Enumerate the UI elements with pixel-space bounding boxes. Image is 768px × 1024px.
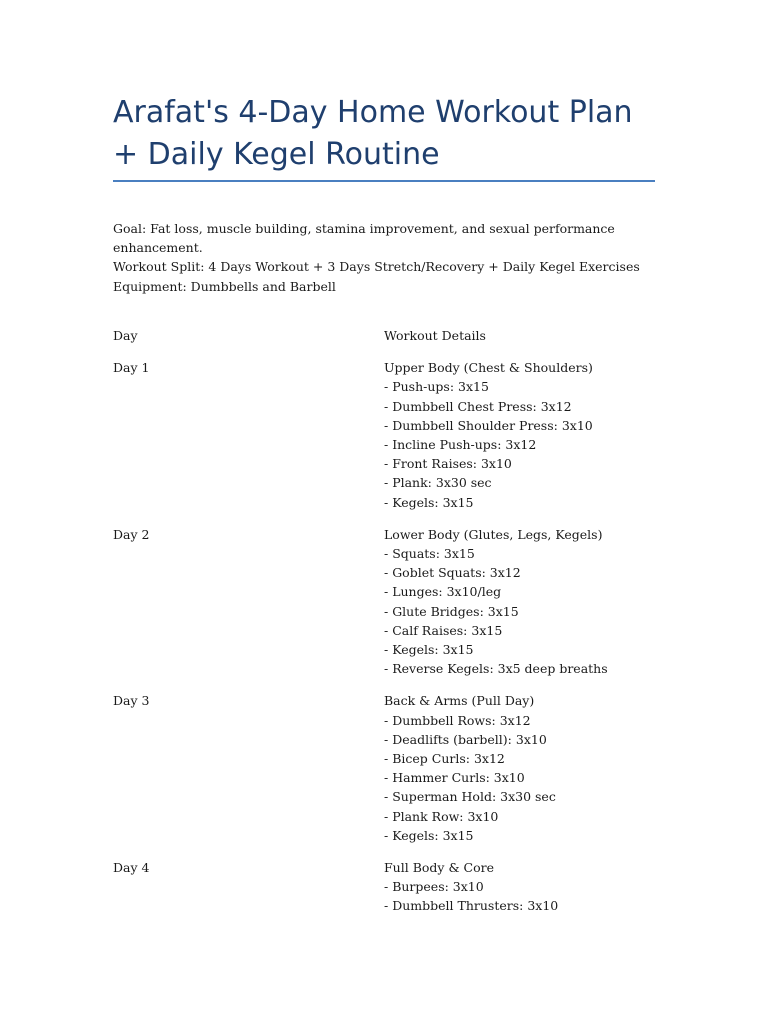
workout-details [384,358,673,512]
document-title: Arafat's 4-Day Home Workout Plan + Daily Kegel Routine [113,95,633,172]
exercise-item: - Hammer Curls: 3x10 [384,770,525,786]
equipment-text: Equipment: Dumbbells and Barbell [113,278,336,294]
day-label: Day 1 [113,360,150,376]
exercise-item: - Dumbbell Rows: 3x12 [384,712,531,728]
exercise-item: - Dumbbell Chest Press: 3x12 [384,398,572,414]
exercise-item: - Plank: 3x30 sec [384,475,492,491]
exercise-item: - Kegels: 3x15 [384,642,474,658]
workout-details [384,525,673,679]
workout-details [384,691,673,845]
exercise-item: - Squats: 3x15 [384,546,475,562]
exercise-item: - Kegels: 3x15 [384,494,474,510]
exercise-item: - Kegels: 3x15 [384,827,474,843]
day-label: Day 2 [113,526,150,542]
workout-focus: Lower Body (Glutes, Legs, Kegels) [384,526,603,542]
exercise-item: - Plank Row: 3x10 [384,808,499,824]
exercise-item: - Dumbbell Shoulder Press: 3x10 [384,417,593,433]
workout-split-text: Workout Split: 4 Days Workout + 3 Days Stretch/Recovery + Daily Kegel Exercises [113,259,640,275]
exercise-item: - Calf Raises: 3x15 [384,622,503,638]
day-label: Day 3 [113,693,150,709]
exercise-item: - Dumbbell Thrusters: 3x10 [384,898,559,914]
table-row [113,858,673,916]
workout-table [113,326,673,929]
day-label: Day 4 [113,860,150,876]
exercise-item: - Reverse Kegels: 3x5 deep breaths [384,661,608,677]
table-row [113,525,673,679]
intro-section [113,219,653,296]
workout-focus: Upper Body (Chest & Shoulders) [384,360,593,376]
table-row [113,691,673,845]
exercise-item: - Burpees: 3x10 [384,879,484,895]
exercise-item: - Bicep Curls: 3x12 [384,751,505,767]
workout-focus: Back & Arms (Pull Day) [384,693,535,709]
workout-details [384,858,673,916]
header-workout-details: Workout Details [384,328,486,343]
title-underline [113,180,655,182]
exercise-item: - Goblet Squats: 3x12 [384,565,521,581]
table-row [113,358,673,512]
header-day: Day [113,328,138,343]
exercise-item: - Lunges: 3x10/leg [384,584,502,600]
workout-focus: Full Body & Core [384,860,495,876]
exercise-item: - Incline Push-ups: 3x12 [384,437,537,453]
exercise-item: - Deadlifts (barbell): 3x10 [384,731,547,747]
exercise-item: - Push-ups: 3x15 [384,379,489,395]
exercise-item: - Front Raises: 3x10 [384,456,512,472]
goal-text: Goal: Fat loss, muscle building, stamina improvement, and sexual performance enhancement. [113,221,615,256]
exercise-item: - Superman Hold: 3x30 sec [384,789,556,805]
exercise-item: - Glute Bridges: 3x15 [384,603,519,619]
table-header-row [113,326,673,345]
